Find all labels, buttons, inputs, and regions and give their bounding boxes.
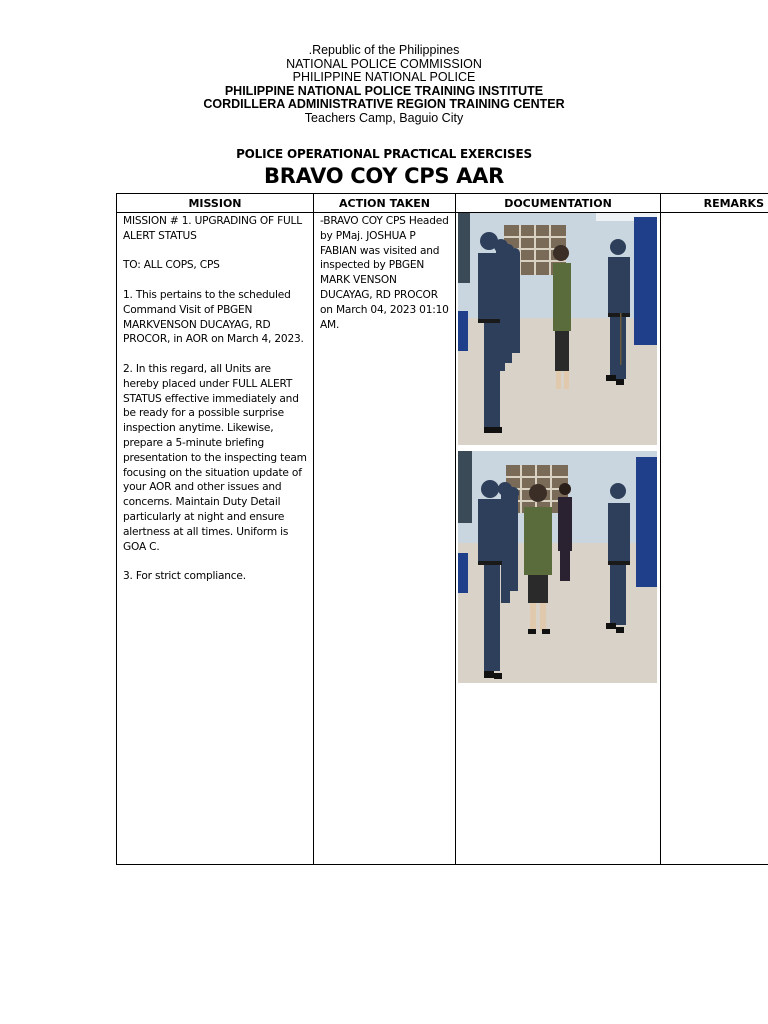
letterhead-address: Teachers Camp, Baguio City (304, 110, 464, 125)
document-subtitle: POLICE OPERATIONAL PRACTICAL EXERCISES (236, 147, 532, 161)
inspection-photo-1 (458, 213, 657, 445)
header-action-taken: ACTION TAKEN (314, 194, 456, 213)
action-taken-text: -BRAVO COY CPS Headed by PMaj. JOSHUA P FABIAN was visited and inspected by PBGEN MARK VENSON DUCAYAG, RD PROCOR on March 04, 2023 01:10 AM. (320, 215, 449, 331)
mission-cell (117, 213, 314, 865)
mission-title: MISSION # 1. UPGRADING OF FULL ALERT STATUS (123, 215, 302, 242)
mission-item-1: 1. This pertains to the scheduled Command Visit of PBGEN MARKVENSON DUCAYAG, RD PROCOR, in AOR on March 4, 2023. (123, 288, 304, 346)
action-taken-cell (314, 213, 456, 865)
aar-table (116, 193, 768, 865)
letterhead-pnp: PHILIPPINE NATIONAL POLICE (292, 70, 476, 85)
table-header-row (117, 194, 768, 213)
mission-item-3: 3. For strict compliance. (123, 570, 246, 583)
letterhead-region-center: CORDILLERA ADMINISTRATIVE REGION TRAINING CENTER (203, 97, 565, 112)
mission-addressee: TO: ALL COPS, CPS (123, 259, 220, 272)
remarks-cell (661, 213, 768, 865)
letterhead-napolcom: NATIONAL POLICE COMMISSION (286, 56, 482, 71)
header-documentation: DOCUMENTATION (456, 194, 661, 213)
documentation-cell (456, 213, 661, 865)
inspection-photo-2 (458, 451, 657, 683)
table-row (117, 213, 768, 865)
letterhead-republic: .Republic of the Philippines (308, 43, 460, 57)
mission-item-2: 2. In this regard, all Units are hereby placed under FULL ALERT STATUS effective immediately and be ready for a possible surprise inspection anytime. Likewise, prepare a 5-minute briefing presentation to the inspecting team focusing on the situation update of your AOR and other issues and concerns. Maintain Duty Detail particularly at night and ensure alertness at all times. Uniform is GOA C. (123, 362, 307, 553)
header-remarks: REMARKS (661, 194, 768, 213)
document-title: BRAVO COY CPS AAR (264, 164, 504, 188)
header-mission: MISSION (117, 194, 314, 213)
letterhead-pnpti: PHILIPPINE NATIONAL POLICE TRAINING INSTITUTE (224, 83, 544, 98)
letterhead (0, 44, 768, 126)
